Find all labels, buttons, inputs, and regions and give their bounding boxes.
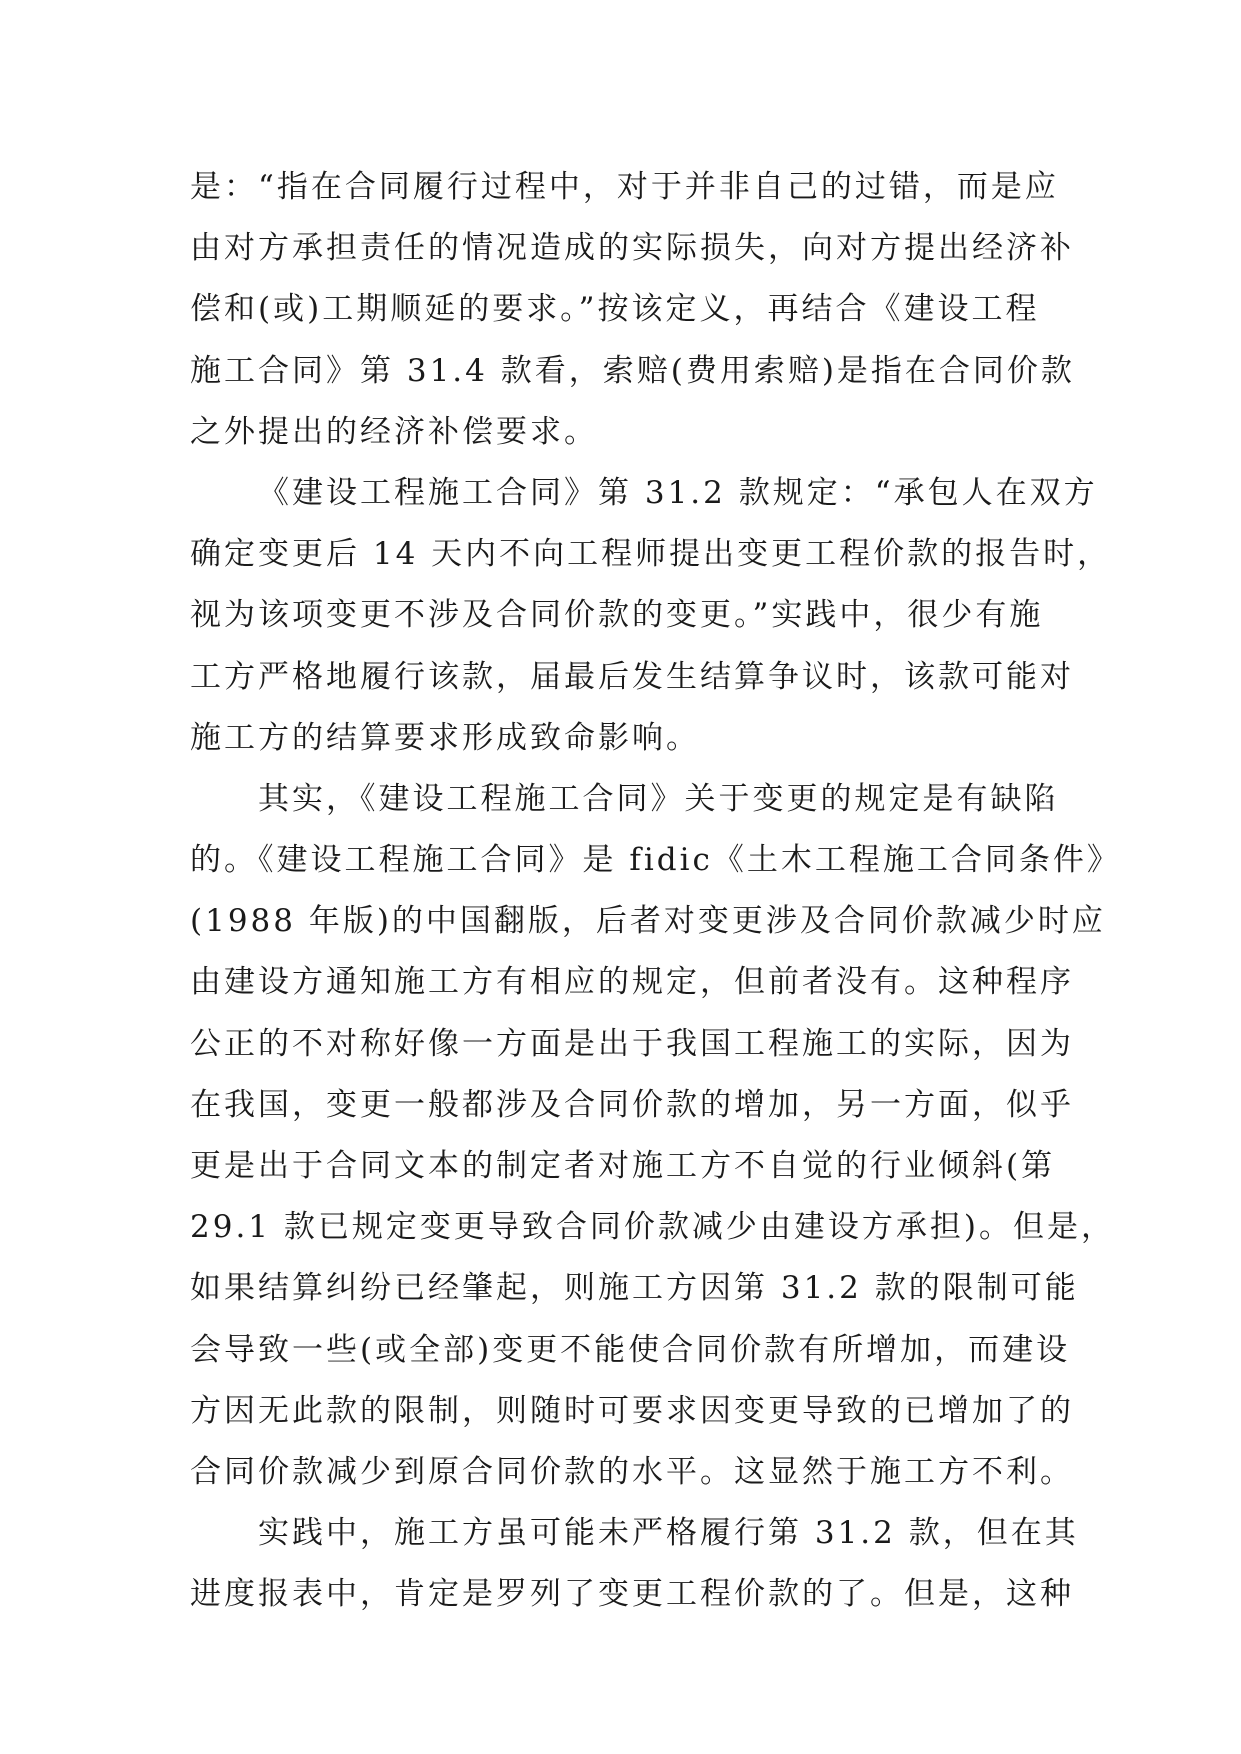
text-line: 合同价款减少到原合同价款的水平。这显然于施工方不利。 <box>190 1453 1074 1490</box>
text-line: 进度报表中，肯定是罗列了变更工程价款的了。但是，这种 <box>190 1576 1074 1613</box>
text-line: 的。《建设工程施工合同》是 fidic《土木工程施工合同条件》 <box>190 842 1121 879</box>
text-line: 工方严格地履行该款，届最后发生结算争议时，该款可能对 <box>190 658 1074 695</box>
text-line: 偿和(或)工期顺延的要求。”按该定义，再结合《建设工程 <box>190 291 1040 328</box>
text-line: 方因无此款的限制，则随时可要求因变更导致的已增加了的 <box>190 1392 1074 1429</box>
paragraph-2 <box>190 463 1112 769</box>
text-line: (1988 年版)的中国翻版，后者对变更涉及合同价款减少时应 <box>190 903 1106 940</box>
text-line: 在我国，变更一般都涉及合同价款的增加，另一方面，似乎 <box>190 1086 1074 1123</box>
text-line: 29.1 款已规定变更导致合同价款减少由建设方承担)。但是， <box>190 1209 1115 1246</box>
paragraph-1 <box>190 157 1075 463</box>
text-line: 是：“指在合同履行过程中，对于并非自己的过错，而是应 <box>190 169 1059 205</box>
text-line: 会导致一些(或全部)变更不能使合同价款有所增加，而建设 <box>190 1331 1071 1368</box>
text-line: 之外提出的经济补偿要求。 <box>190 413 598 450</box>
text-line: 由建设方通知施工方有相应的规定，但前者没有。这种程序 <box>190 964 1074 1001</box>
text-line: 由对方承担责任的情况造成的实际损失，向对方提出经济补 <box>190 230 1074 267</box>
text-line: 《建设工程施工合同》第 31.2 款规定：“承包人在双方 <box>258 474 1098 511</box>
text-line: 施工方的结算要求形成致命影响。 <box>190 719 700 756</box>
text-line: 如果结算纠纷已经肇起，则施工方因第 31.2 款的限制可能 <box>190 1270 1079 1307</box>
paragraph-4 <box>190 1503 1079 1625</box>
text-line: 更是出于合同文本的制定者对施工方不自觉的行业倾斜(第 <box>190 1148 1056 1184</box>
text-line: 视为该项变更不涉及合同价款的变更。”实践中，很少有施 <box>190 597 1044 634</box>
body-text <box>190 157 1121 1626</box>
text-line: 实践中，施工方虽可能未严格履行第 31.2 款，但在其 <box>258 1515 1079 1552</box>
text-line: 其实，《建设工程施工合同》关于变更的规定是有缺陷 <box>258 780 1059 817</box>
paragraph-3 <box>190 769 1121 1503</box>
text-line: 确定变更后 14 天内不向工程师提出变更工程价款的报告时， <box>190 536 1112 573</box>
text-line: 公正的不对称好像一方面是出于我国工程施工的实际，因为 <box>190 1025 1074 1062</box>
text-line: 施工合同》第 31.4 款看，索赔(费用索赔)是指在合同价款 <box>190 352 1075 389</box>
